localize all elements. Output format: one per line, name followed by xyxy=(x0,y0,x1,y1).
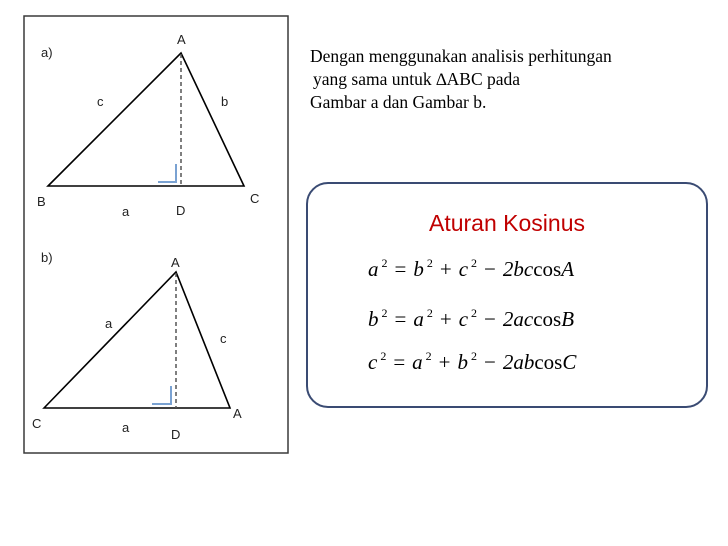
formula-3-lhs: c xyxy=(368,350,378,374)
intro-text xyxy=(310,45,728,114)
formula-2-exp-lhs: 2 xyxy=(381,306,388,320)
formula-1-exp-lhs: 2 xyxy=(381,256,388,270)
intro-line-1: Dengan menggunakan analisis perhitungan xyxy=(310,46,612,66)
formula-2-plus: + xyxy=(439,307,452,331)
formula-2-coef: 2ac xyxy=(502,307,534,331)
vertex-b-left: C xyxy=(32,416,42,431)
foot-b-D: D xyxy=(171,427,181,442)
formula-2-lhs: b xyxy=(368,307,379,331)
formula-3-coef: 2ab xyxy=(502,350,535,374)
formula-2-t2: c xyxy=(458,307,469,331)
foot-a-D: D xyxy=(176,203,186,218)
box-title: Aturan Kosinus xyxy=(429,210,585,236)
right-angle-mark-a xyxy=(158,164,176,182)
formula-2-minus: − xyxy=(484,307,496,331)
figure-a xyxy=(37,32,259,219)
formula-1-minus: − xyxy=(484,257,496,281)
cosine-rule-box xyxy=(306,182,708,408)
vertex-b-top: A xyxy=(171,255,180,270)
formula-3-cos: cos xyxy=(534,350,563,374)
formula-3-exp-lhs: 2 xyxy=(380,349,387,363)
formula-1-lhs: a xyxy=(368,257,379,281)
formula-2-exp-t1: 2 xyxy=(426,306,433,320)
right-angle-mark-b xyxy=(152,386,171,404)
triangle-b xyxy=(44,272,230,408)
formula-3-t1: a xyxy=(412,350,423,374)
formula-1-plus: + xyxy=(439,257,452,281)
formula-2-t1: a xyxy=(413,307,424,331)
formula-2-angle: B xyxy=(561,307,575,331)
vertex-a-A: A xyxy=(177,32,186,47)
side-b-right: c xyxy=(220,331,227,346)
figure-b-tag: b) xyxy=(41,250,53,265)
formula-1-angle: A xyxy=(561,257,575,281)
formula-1-t1: b xyxy=(413,257,424,281)
intro-line-3: Gambar a dan Gambar b. xyxy=(310,92,487,112)
formula-3-exp-t1: 2 xyxy=(425,349,432,363)
vertex-a-C: C xyxy=(250,191,260,206)
formula-1-exp-t2: 2 xyxy=(471,256,478,270)
formula-2-cos: cos xyxy=(533,307,562,331)
figure-b xyxy=(32,250,242,442)
vertex-b-right: A xyxy=(233,406,242,421)
side-b-left: a xyxy=(105,316,113,331)
intro-line-2: yang sama untuk ∆ABC pada xyxy=(313,69,521,89)
formula-3 xyxy=(368,349,576,375)
formula-1-exp-t1: 2 xyxy=(426,256,433,270)
formula-2-eq: = xyxy=(394,307,407,331)
formula-3-exp-t2: 2 xyxy=(471,349,478,363)
figure-a-tag: a) xyxy=(41,45,53,60)
formula-3-angle: C xyxy=(562,350,577,374)
side-a-b: b xyxy=(221,94,229,109)
formula-3-eq: = xyxy=(393,350,406,374)
formula-1-coef: 2bc xyxy=(502,257,534,281)
vertex-a-B: B xyxy=(37,194,46,209)
triangle-a xyxy=(48,53,244,186)
formula-1-eq: = xyxy=(394,257,407,281)
formula-1-t2: c xyxy=(458,257,469,281)
formula-2 xyxy=(368,306,574,332)
side-b-bottom: a xyxy=(122,420,130,435)
side-a-a: a xyxy=(122,204,130,219)
formula-3-plus: + xyxy=(438,350,451,374)
formula-3-t2: b xyxy=(457,350,469,374)
side-a-c: c xyxy=(97,94,104,109)
formula-2-exp-t2: 2 xyxy=(471,306,478,320)
formula-1 xyxy=(368,256,574,282)
formula-3-minus: − xyxy=(484,350,496,374)
formula-1-cos: cos xyxy=(533,257,562,281)
